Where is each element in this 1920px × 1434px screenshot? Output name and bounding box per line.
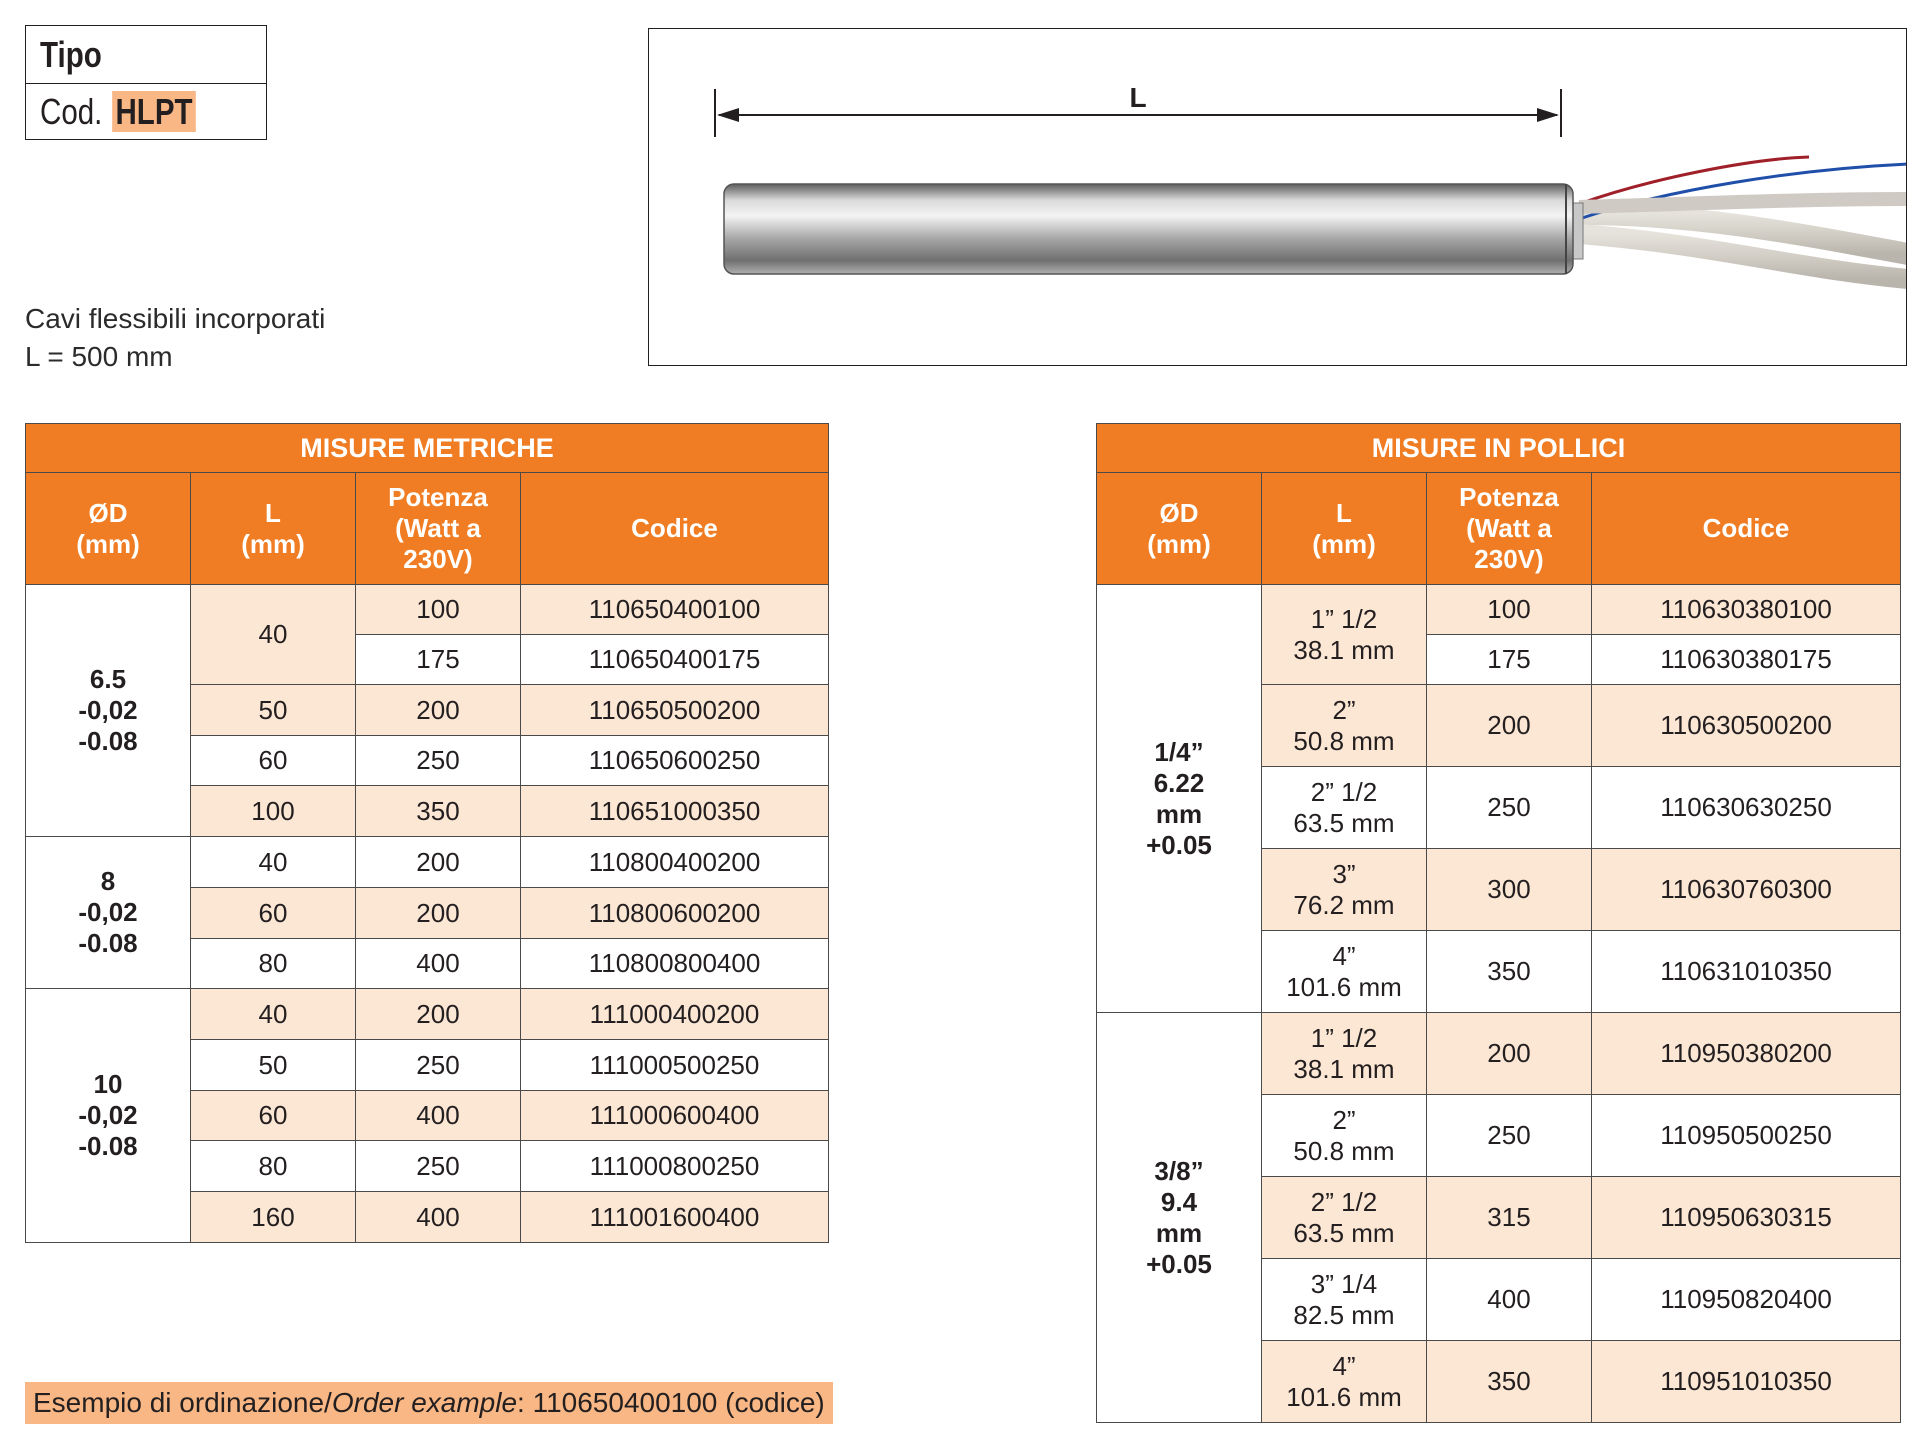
length-cell: 2” 1/2 63.5 mm	[1262, 767, 1427, 849]
length-cell: 4” 101.6 mm	[1262, 1341, 1427, 1423]
length-cell: 1” 1/2 38.1 mm	[1262, 1013, 1427, 1095]
power-cell: 200	[356, 837, 521, 888]
code-cell: 110950630315	[1592, 1177, 1901, 1259]
diameter-header: ØD (mm)	[26, 473, 191, 585]
length-cell: 160	[191, 1192, 356, 1243]
diameter-cell: 8 -0,02 -0.08	[26, 837, 191, 989]
diameter-cell: 3/8” 9.4 mm +0.05	[1097, 1013, 1262, 1423]
code-cell: 110650500200	[521, 685, 829, 736]
length-header: L (mm)	[1262, 473, 1427, 585]
power-cell: 400	[1427, 1259, 1592, 1341]
length-cell: 80	[191, 939, 356, 989]
code-header: Codice	[1592, 473, 1901, 585]
diameter-cell: 10 -0,02 -0.08	[26, 989, 191, 1243]
diameter-cell: 1/4” 6.22 mm +0.05	[1097, 585, 1262, 1013]
code-cell: 110800800400	[521, 939, 829, 989]
power-cell: 400	[356, 1091, 521, 1141]
power-cell: 250	[1427, 767, 1592, 849]
power-cell: 400	[356, 1192, 521, 1243]
code-cell: 111000600400	[521, 1091, 829, 1141]
table-row	[26, 837, 829, 888]
code-cell: 110950820400	[1592, 1259, 1901, 1341]
length-cell: 60	[191, 1091, 356, 1141]
code-cell: 111000400200	[521, 989, 829, 1040]
length-cell: 80	[191, 1141, 356, 1192]
code-cell: 111001600400	[521, 1192, 829, 1243]
power-cell: 250	[356, 736, 521, 786]
code-label: Cod.	[40, 91, 103, 132]
length-cell: 2” 50.8 mm	[1262, 685, 1427, 767]
power-cell: 315	[1427, 1177, 1592, 1259]
code-cell: 110650400175	[521, 635, 829, 685]
power-cell: 400	[356, 939, 521, 989]
order-example-italic: Order example	[331, 1387, 518, 1418]
inch-table	[1096, 423, 1901, 1423]
power-cell: 200	[356, 888, 521, 939]
table-row	[1097, 585, 1901, 635]
code-row	[26, 84, 266, 140]
power-cell: 350	[1427, 1341, 1592, 1423]
code-cell: 110630380100	[1592, 585, 1901, 635]
length-cell: 50	[191, 685, 356, 736]
length-cell: 2” 50.8 mm	[1262, 1095, 1427, 1177]
length-cell: 100	[191, 786, 356, 837]
code-cell: 110650400100	[521, 585, 829, 635]
table-row	[26, 585, 829, 635]
power-cell: 350	[1427, 931, 1592, 1013]
code-cell: 110650600250	[521, 736, 829, 786]
power-header: Potenza (Watt a 230V)	[1427, 473, 1592, 585]
length-cell: 3” 76.2 mm	[1262, 849, 1427, 931]
power-cell: 200	[356, 685, 521, 736]
length-cell: 1” 1/2 38.1 mm	[1262, 585, 1427, 685]
power-cell: 250	[1427, 1095, 1592, 1177]
note-line-2: L = 500 mm	[25, 341, 173, 372]
code-cell: 110951010350	[1592, 1341, 1901, 1423]
code-value: HLPT	[112, 91, 196, 132]
power-cell: 200	[1427, 685, 1592, 767]
code-cell: 110800600200	[521, 888, 829, 939]
table-title: MISURE IN POLLICI	[1097, 424, 1901, 473]
diameter-cell: 6.5 -0,02 -0.08	[26, 585, 191, 837]
code-cell: 110651000350	[521, 786, 829, 837]
dimension-label: L	[1129, 82, 1147, 113]
power-cell: 100	[356, 585, 521, 635]
order-example	[25, 1382, 833, 1424]
length-cell: 60	[191, 888, 356, 939]
type-label: Tipo	[40, 33, 102, 75]
cable-note	[25, 300, 325, 376]
power-cell: 100	[1427, 585, 1592, 635]
power-cell: 200	[1427, 1013, 1592, 1095]
code-cell: 111000800250	[521, 1141, 829, 1192]
code-cell: 110950380200	[1592, 1013, 1901, 1095]
table-row	[1097, 1013, 1901, 1095]
code-cell: 110630380175	[1592, 635, 1901, 685]
type-box	[25, 25, 267, 140]
power-cell: 175	[1427, 635, 1592, 685]
code-cell: 110630760300	[1592, 849, 1901, 931]
length-cell: 2” 1/2 63.5 mm	[1262, 1177, 1427, 1259]
note-line-1: Cavi flessibili incorporati	[25, 303, 326, 334]
code-cell: 110800400200	[521, 837, 829, 888]
order-example-prefix: Esempio di ordinazione/	[33, 1387, 332, 1418]
code-cell: 110630630250	[1592, 767, 1901, 849]
product-image-frame	[648, 28, 1907, 366]
code-cell: 110630500200	[1592, 685, 1901, 767]
table-title: MISURE METRICHE	[26, 424, 829, 473]
code-cell: 110950500250	[1592, 1095, 1901, 1177]
table-row	[26, 989, 829, 1040]
code-header: Codice	[521, 473, 829, 585]
power-cell: 175	[356, 635, 521, 685]
length-cell: 40	[191, 989, 356, 1040]
length-header: L (mm)	[191, 473, 356, 585]
power-cell: 250	[356, 1040, 521, 1091]
code-cell: 110631010350	[1592, 931, 1901, 1013]
power-header: Potenza (Watt a 230V)	[356, 473, 521, 585]
power-cell: 250	[356, 1141, 521, 1192]
power-cell: 300	[1427, 849, 1592, 931]
diameter-header: ØD (mm)	[1097, 473, 1262, 585]
length-cell: 60	[191, 736, 356, 786]
code-cell: 111000500250	[521, 1040, 829, 1091]
length-cell: 4” 101.6 mm	[1262, 931, 1427, 1013]
power-cell: 200	[356, 989, 521, 1040]
metric-table	[25, 423, 829, 1243]
length-cell: 40	[191, 585, 356, 685]
type-row	[26, 26, 266, 84]
order-example-suffix: : 110650400100 (codice)	[517, 1387, 825, 1418]
power-cell: 350	[356, 786, 521, 837]
length-cell: 3” 1/4 82.5 mm	[1262, 1259, 1427, 1341]
length-cell: 40	[191, 837, 356, 888]
length-cell: 50	[191, 1040, 356, 1091]
cartridge-heater-illustration	[649, 29, 1907, 366]
